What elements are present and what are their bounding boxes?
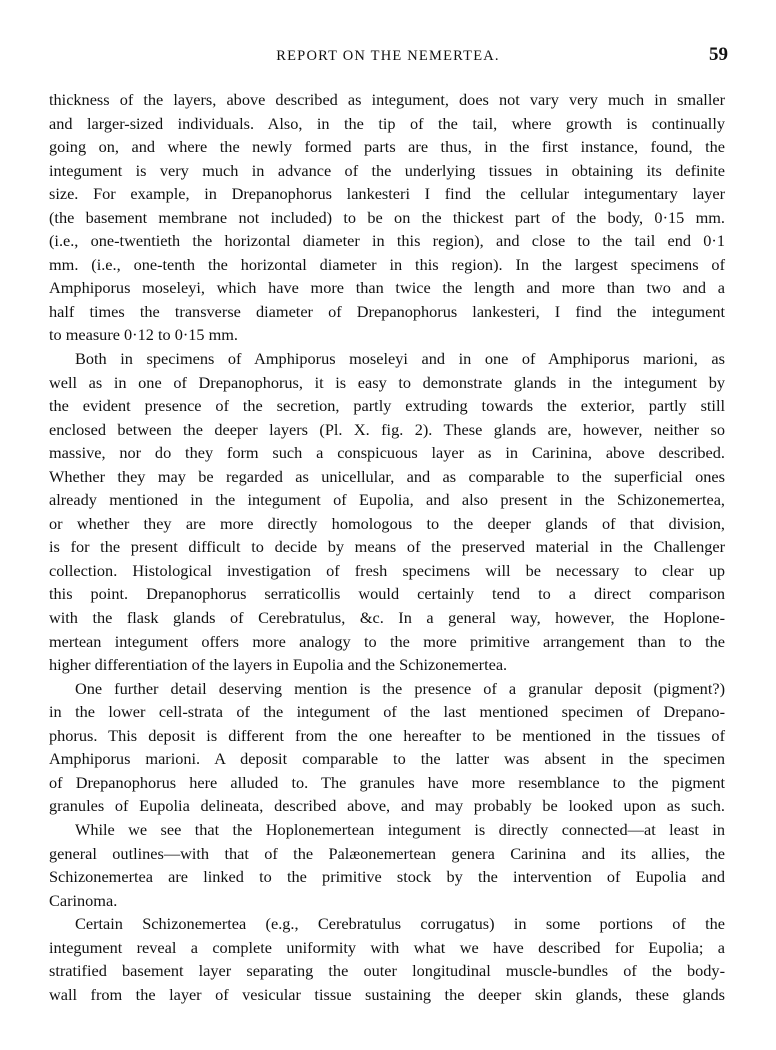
text-line: half times the transverse diameter of Drepanophorus lankesteri, I find the integument: [49, 301, 725, 321]
text-line: Both in specimens of Amphiporus moseleyi and in one of Amphiporus marioni, as: [75, 349, 725, 369]
text-line: Whether they may be regarded as unicellular, and as comparable to the superficial ones: [49, 466, 725, 486]
text-line: size. For example, in Drepanophorus lankesteri I find the cellular integumentary layer: [49, 184, 725, 204]
text-line: well as in one of Drepanophorus, it is easy to demonstrate glands in the integument by: [49, 372, 725, 392]
text-line: or whether they are more directly homologous to the deeper glands of that division,: [49, 513, 725, 533]
text-line: already mentioned in the integument of Eupolia, and also present in the Schizonemertea,: [49, 490, 725, 510]
text-line: Amphiporus moseleyi, which have more than twice the length and more than two and a: [49, 278, 725, 298]
text-line: One further detail deserving mention is the presence of a granular deposit (pigment?): [75, 678, 725, 698]
text-line: Carinoma.: [49, 890, 118, 910]
text-line: general outlines—with that of the Palæonemertean genera Carinina and its allies, the: [49, 843, 725, 863]
text-line: Amphiporus marioni. A deposit comparable to the latter was absent in the specimen: [49, 749, 725, 769]
text-line: higher differentiation of the layers in Eupolia and the Schizonemertea.: [49, 655, 508, 675]
text-line: is for the present difficult to decide by means of the preserved material in the Challenger: [49, 537, 725, 557]
text-line: While we see that the Hoplonemertean integument is directly connected—at least in: [75, 819, 725, 839]
body-text: [49, 88, 725, 1006]
text-line: collection. Histological investigation of fresh specimens will be necessary to clear up: [49, 560, 725, 580]
text-line: phorus. This deposit is different from the one hereafter to be mentioned in the tissues of: [49, 725, 725, 745]
text-line: and larger-sized individuals. Also, in the tip of the tail, where growth is continually: [49, 113, 725, 133]
text-line: integument reveal a complete uniformity with what we have described for Eupolia; a: [49, 937, 725, 957]
text-line: wall from the layer of vesicular tissue sustaining the deeper skin glands, these glands: [49, 984, 725, 1004]
running-title: REPORT ON THE NEMERTEA.: [276, 48, 500, 64]
text-line: this point. Drepanophorus serraticollis would certainly tend to a direct comparison: [49, 584, 725, 604]
text-line: mertean integument offers more analogy to the more primitive arrangement than to the: [49, 631, 725, 651]
text-line: Certain Schizonemertea (e.g., Cerebratulus corrugatus) in some portions of the: [75, 914, 725, 934]
text-line: enclosed between the deeper layers (Pl. X. fig. 2). These glands are, however, neither so: [49, 419, 725, 439]
text-line: going on, and where the newly formed parts are thus, in the first instance, found, the: [49, 137, 725, 157]
text-line: of Drepanophorus here alluded to. The granules have more resemblance to the pigment: [49, 772, 725, 792]
text-line: (the basement membrane not included) to be on the thickest part of the body, 0·15 mm.: [49, 207, 725, 227]
text-line: to measure 0·12 to 0·15 mm.: [49, 325, 239, 345]
text-line: mm. (i.e., one-tenth the horizontal diameter in this region). In the largest specimens of: [49, 254, 725, 274]
text-line: with the flask glands of Cerebratulus, &c. In a general way, however, the Hoplone-: [49, 608, 725, 628]
page-number: 59: [709, 44, 728, 65]
text-line: (i.e., one-twentieth the horizontal diameter in this region), and close to the tail end 0·1: [49, 231, 725, 251]
running-header: [0, 44, 776, 68]
text-line: integument is very much in advance of the underlying tissues in obtaining its definite: [49, 160, 725, 180]
text-line: massive, nor do they form such a conspicuous layer as in Carinina, above described.: [49, 443, 725, 463]
text-line: the evident presence of the secretion, partly extruding towards the exterior, partly still: [49, 396, 725, 416]
text-line: Schizonemertea are linked to the primitive stock by the intervention of Eupolia and: [49, 867, 725, 887]
text-line: in the lower cell-strata of the integument of the last mentioned specimen of Drepano-: [49, 702, 725, 722]
text-line: stratified basement layer separating the outer longitudinal muscle-bundles of the body-: [49, 961, 725, 981]
text-line: granules of Eupolia delineata, described above, and may probably be looked upon as such.: [49, 796, 725, 816]
text-line: thickness of the layers, above described as integument, does not vary very much in smaller: [49, 90, 725, 109]
